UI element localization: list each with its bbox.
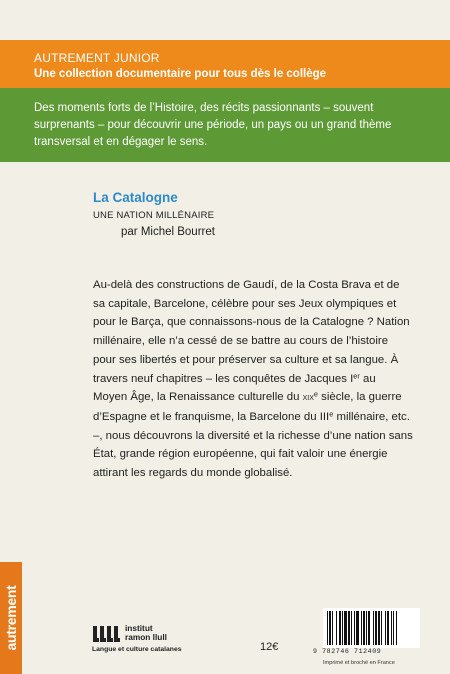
barcode-bar (361, 611, 362, 645)
barcode-bar (348, 611, 350, 645)
barcode-bar (344, 611, 347, 645)
barcode-bar (378, 611, 380, 645)
barcode-bar (339, 611, 341, 645)
barcode-bar (391, 611, 392, 645)
barcode-bar (375, 611, 377, 645)
summary-text-3: siècle, la guerre d’Espagne et le franquisme, la Barcelone du III (93, 391, 402, 423)
summary-text-2: au Moyen Âge, la Renaissance culturelle du (93, 372, 376, 404)
barcode-bar (356, 611, 359, 645)
institute-name-line2: ramon llull (125, 632, 167, 642)
barcode-bar (363, 611, 365, 645)
barcode-bar (342, 611, 343, 645)
institute-caption: Langue et culture catalanes (92, 646, 182, 653)
summary-superscript-3: e (329, 409, 334, 419)
barcode-bar (336, 611, 337, 645)
isbn-digits: 9 782746 712409 (313, 648, 382, 655)
summary-text-1: Au-delà des constructions de Gaudí, de la Costa Brava et de sa capitale, Barcelone, célèbre pour ses Jeux olympiques et pour le Barça, que connaissons-nous de la Catalogne ? Nation millénaire, elle n’a cessé de se battre au cours de l’histoire pour ses libertés et pour préserver sa culture et sa langue. À travers neuf chapitres – les conquêtes de Jacques I (93, 279, 410, 385)
book-author: par Michel Bourret (121, 226, 215, 238)
barcode-bar (327, 611, 328, 645)
summary-superscript-2: e (313, 389, 319, 399)
barcode-bar (332, 611, 333, 645)
barcode-bar (351, 611, 352, 645)
book-title: La Catalogne (93, 190, 178, 205)
barcode-bar (366, 611, 367, 645)
barcode-bar (381, 611, 382, 645)
institute-name (125, 624, 185, 642)
barcode-bar (373, 611, 374, 645)
series-tagline: Une collection documentaire pour tous dès le collège (34, 68, 327, 80)
barcode-bar (387, 611, 389, 645)
back-cover-summary (93, 276, 413, 483)
barcode-icon (323, 608, 420, 648)
publisher-logo: autrement (3, 585, 19, 651)
institut-ramon-llull-logo-icon (92, 625, 122, 643)
barcode-bar (393, 611, 394, 645)
price: 12€ (260, 641, 279, 653)
barcode-bar (396, 611, 397, 645)
barcode-bar (385, 611, 386, 645)
summary-superscript-1: er (353, 371, 360, 381)
summary-text-4: millénaire, etc. –, nous découvrons la diversité et la richesse d’une nation sans État, grande région européenne, qui fait valoir une énergie attirant les regards du monde globalisé. (93, 410, 413, 480)
series-description: Des moments forts de l’Histoire, des récits passionnants – souvent surprenants – pour découvrir une période, un pays ou un grand thème transversal et en dégager le sens. (34, 102, 392, 148)
institute-name-line1: institut (125, 623, 153, 633)
isbn-barcode (323, 608, 420, 648)
barcode-bar (368, 611, 370, 645)
summary-century: xix (302, 392, 314, 404)
series-name: AUTREMENT JUNIOR (34, 51, 160, 65)
printed-in-france: Imprimé et broché en France (323, 660, 395, 666)
barcode-bar (354, 611, 355, 645)
book-subtitle: UNE NATION MILLÉNAIRE (93, 210, 215, 221)
barcode-bar (329, 611, 331, 645)
